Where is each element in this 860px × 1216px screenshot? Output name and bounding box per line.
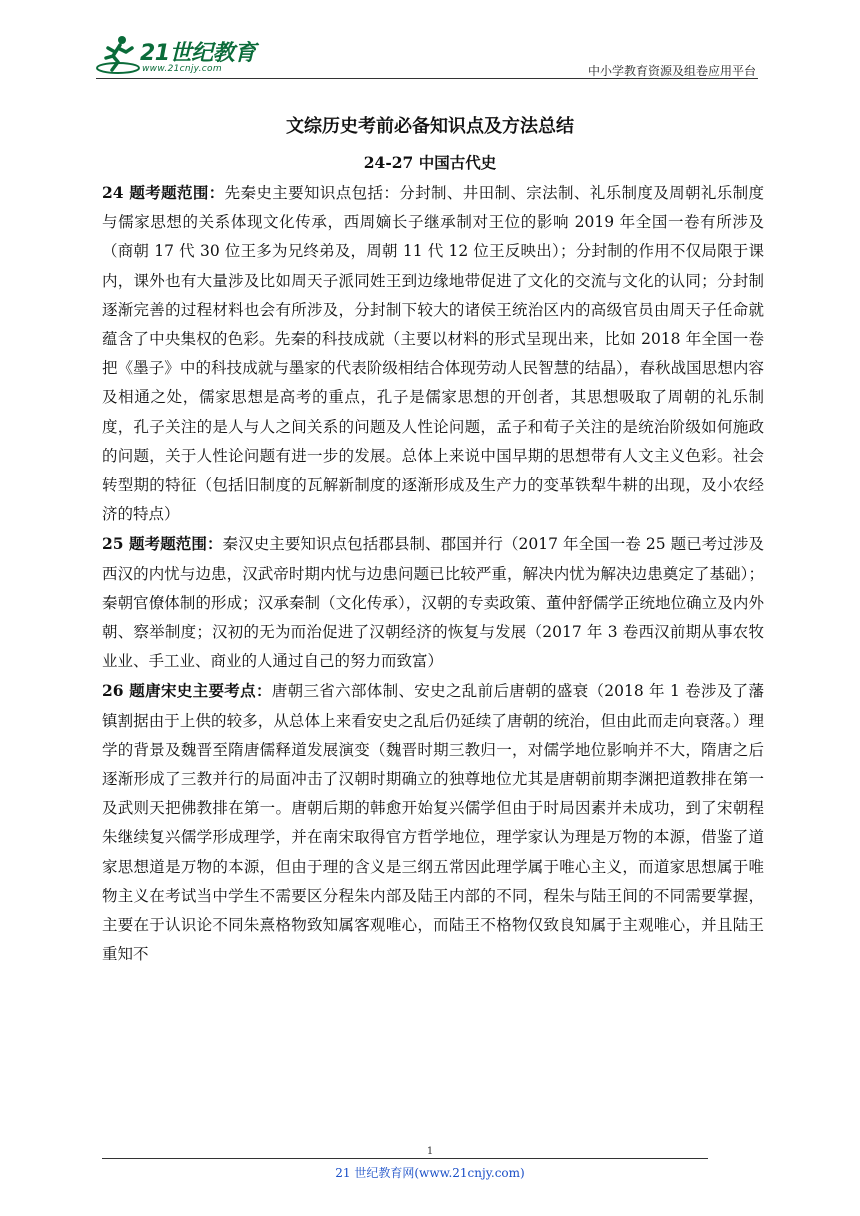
runner-icon: [96, 34, 140, 78]
page-number: 1: [426, 1146, 434, 1157]
page-header: [96, 28, 758, 80]
section-26: [102, 676, 764, 969]
footer-site-link[interactable]: 21 世纪教育网(www.21cnjy.com): [335, 1166, 525, 1180]
section-text: 唐朝三省六部体制、安史之乱前后唐朝的盛衰（2018 年 1 卷涉及了藩镇割据由于上供的较多，从总体上来看安史之乱后仍延续了唐朝的统治，但由此而走向衰落。）理学的背景及魏晋至隋唐儒释道发展演变（魏晋时期三教归一，对儒学地位影响并不大，隋唐之后逐渐形成了三教并行的局面冲击了汉朝时期确立的独尊地位尤其是唐朝前期李渊把道教排在第一及武则天把佛教排在第一。唐朝后期的韩愈开始复兴儒学但由于时局因素并未成功，到了宋朝程朱继续复兴儒学形成理学，并在南宋取得官方哲学地位，理学家认为理是万物的本源，借鉴了道家思想道是万物的本源，但由于理的含义是三纲五常因此理学属于唯心主义，而道家思想属于唯物主义在考试当中学生不需要区分程朱内部及陆王内部的不同，程朱与陆王间的不同需要掌握，主要在于认识论不同朱熹格物致知属客观唯心，而陆王不格物仅致良知属于主观唯心，并且陆王重知不: [102, 682, 765, 964]
document-title: 文综历史考前必备知识点及方法总结: [286, 116, 574, 137]
document-body: [102, 178, 764, 969]
section-label: 25 题考题范围：: [102, 534, 223, 554]
section-text: 秦汉史主要知识点包括郡县制、郡国并行（2017 年全国一卷 25 题已考过涉及西汉的内忧与边患，汉武帝时期内忧与边患问题已比较严重，解决内忧为解决边患奠定了基础）；秦朝官僚体制的形成；汉承秦制（文化传承），汉朝的专卖政策、董仲舒儒学正统地位确立及内外朝、察举制度；汉初的无为而治促进了汉朝经济的恢复与发展（2017 年 3 卷西汉前期从事农牧业业、手工业、商业的人通过自己的努力而致富）: [102, 535, 765, 671]
header-divider: [96, 78, 758, 79]
site-logo[interactable]: [96, 34, 266, 80]
section-label: 24 题考题范围：: [102, 183, 225, 202]
platform-name: 中小学教育资源及组卷应用平台: [587, 64, 756, 78]
section-label: 26 题唐宋史主要考点：: [102, 681, 272, 701]
logo-text: 21世纪教育: [140, 41, 256, 66]
section-25: [102, 529, 764, 676]
section-24: [102, 178, 764, 529]
footer-divider: [102, 1158, 708, 1159]
logo-url: www.21cnjy.com: [142, 64, 222, 74]
section-subtitle: 24-27 中国古代史: [363, 153, 497, 172]
section-text: 先秦史主要知识点包括：分封制、井田制、宗法制、礼乐制度及周朝礼乐制度与儒家思想的关系体现文化传承，西周嫡长子继承制对王位的影响 2019 年全国一卷有所涉及（商朝 17 代 30 位王多为兄终弟及，周朝 11 代 12 位王反映出）；分封制的作用不仅局限于课内，课外也有大量涉及比如周天子派同姓王到边缘地带促进了文化的交流与文化的认同；分封制逐渐完善的过程材料也会有所涉及，分封制下较大的诸侯王统治区内的高级官员由周天子任命就蕴含了中央集权的色彩。先秦的科技成就（主要以材料的形式呈现出来，比如 2018 年全国一卷把《墨子》中的科技成就与墨家的代表阶级相结合体现劳动人民智慧的结晶），春秋战国思想内容及相通之处，儒家思想是高考的重点，孔子是儒家思想的开创者，其思想吸取了周朝的礼乐制度，孔子关注的是人与人之间关系的问题及人性论问题，孟子和荀子关注的是统治阶级如何施政的问题，关于人性论问题有进一步的发展。总体上来说中国早期的思想带有人文主义色彩。社会转型期的特征（包括旧制度的瓦解新制度的逐渐形成及生产力的变革铁犁牛耕的出现，及小农经济的特点）: [102, 184, 764, 524]
